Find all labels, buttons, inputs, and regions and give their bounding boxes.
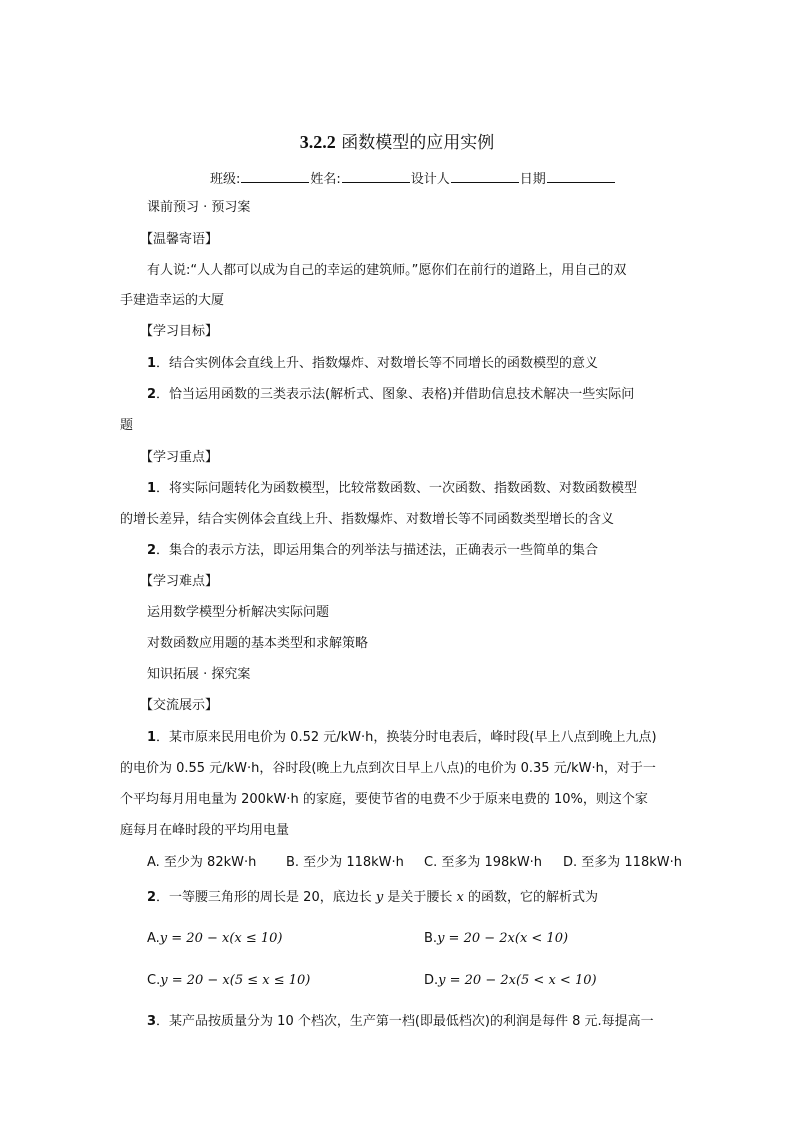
designer-blank[interactable] (451, 170, 519, 183)
goal-1-number: 1 (147, 356, 157, 371)
designer-label: 设计人 (410, 172, 450, 187)
option-d-expr: y = 20 − 2x(5 < x < 10) (438, 973, 597, 988)
option-c-expr: y = 20 − x(5 ≤ x ≤ 10) (160, 973, 311, 988)
question-3-text: ．某产品按质量分为 10 个档次，生产第一档(即最低档次)的利润是每件 8 元.每提高一 (156, 1014, 654, 1029)
goal-2 (147, 387, 634, 403)
preview-heading: 课前预习 · 预习案 (147, 200, 251, 215)
focus-heading: 【学习重点】 (140, 450, 219, 465)
question-2-text-a: ．一等腰三角形的周长是 20，底边长 (156, 890, 376, 905)
question-1-line2: 的电价为 0.55 元/kW·h，谷时段(晚上九点到次日早上八点)的电价为 0.35 元/kW·h，对于一 (120, 761, 656, 776)
option-c-label: C. (147, 973, 161, 988)
question-2-var-x: x (456, 890, 464, 905)
question-1-line3: 个平均每月用电量为 200kW·h 的家庭，要使节省的电费不少于原来电费的 10%，则这个家 (120, 792, 648, 807)
focus-1-number: 1 (147, 481, 157, 496)
title-text: 函数模型的应用实例 (341, 133, 495, 153)
class-label: 班级: (210, 172, 241, 187)
warm-words-heading: 【温馨寄语】 (140, 232, 219, 247)
option-a-label: A. (147, 931, 160, 946)
goal-2-number: 2 (147, 387, 157, 402)
focus-1 (147, 481, 637, 497)
question-2-option-a (147, 931, 283, 947)
question-1-option-a: A. 至少为 82kW·h (147, 855, 257, 870)
goal-2-continuation: 题 (120, 418, 134, 433)
page-title (0, 128, 794, 153)
option-d-label: D. (424, 973, 439, 988)
question-2-stem (147, 890, 598, 906)
warm-words-line1: 有人说:“人人都可以成为自己的幸运的建筑师。”愿你们在前行的道路上，用自己的双 (147, 263, 627, 278)
focus-2 (147, 543, 598, 559)
question-2-text-b: 是关于腰长 (383, 890, 457, 905)
question-2-var-y: y (375, 890, 384, 905)
name-blank[interactable] (342, 170, 410, 183)
goals-heading: 【学习目标】 (140, 324, 219, 339)
focus-1-continuation: 的增长差异，结合实例体会直线上升、指数爆炸、对数增长等不同函数类型增长的含义 (120, 512, 615, 527)
goal-2-text: ．恰当运用函数的三类表示法(解析式、图象、表格)并借助信息技术解决一些实际问 (156, 387, 635, 402)
question-1-option-b: B. 至少为 118kW·h (286, 855, 404, 870)
question-3-line1 (147, 1014, 654, 1030)
goal-1-text: ．结合实例体会直线上升、指数爆炸、对数增长等不同增长的函数模型的意义 (156, 356, 599, 371)
question-2-option-d (424, 973, 597, 989)
section-number: 3.2.2 (299, 132, 336, 152)
question-2-number: 2 (147, 890, 157, 905)
question-3-number: 3 (147, 1014, 157, 1029)
question-1-line4: 庭每月在峰时段的平均用电量 (120, 823, 290, 838)
name-label: 姓名: (310, 172, 341, 187)
date-blank[interactable] (547, 170, 615, 183)
info-fields (210, 168, 616, 187)
question-1-option-c: C. 至多为 198kW·h (424, 855, 543, 870)
focus-2-text: ．集合的表示方法，即运用集合的列举法与描述法，正确表示一些简单的集合 (156, 543, 599, 558)
question-1-number: 1 (147, 730, 157, 745)
focus-1-text: ．将实际问题转化为函数模型，比较常数函数、一次函数、指数函数、对数函数模型 (156, 481, 638, 496)
class-blank[interactable] (241, 170, 309, 183)
question-1-option-d: D. 至多为 118kW·h (563, 855, 682, 870)
date-label: 日期 (519, 172, 546, 187)
explore-heading: 知识拓展 · 探究案 (147, 667, 251, 682)
difficulty-1: 运用数学模型分析解决实际问题 (147, 605, 330, 620)
option-a-expr: y = 20 − x(x ≤ 10) (159, 931, 283, 946)
difficulty-2: 对数函数应用题的基本类型和求解策略 (147, 636, 369, 651)
difficulty-heading: 【学习难点】 (140, 574, 219, 589)
option-b-label: B. (424, 931, 438, 946)
option-b-expr: y = 20 − 2x(x < 10) (437, 931, 569, 946)
goal-1 (147, 356, 598, 372)
question-2-option-c (147, 973, 310, 989)
warm-words-line2: 手建造幸运的大厦 (120, 293, 225, 308)
focus-2-number: 2 (147, 543, 157, 558)
question-2-option-b (424, 931, 568, 947)
exchange-heading: 【交流展示】 (140, 698, 219, 713)
question-1-line1 (147, 730, 657, 746)
question-2-text-c: 的函数，它的解析式为 (463, 890, 598, 905)
question-1-text: ．某市原来民用电价为 0.52 元/kW·h，换装分时电表后，峰时段(早上八点到晚上九点) (156, 730, 657, 745)
